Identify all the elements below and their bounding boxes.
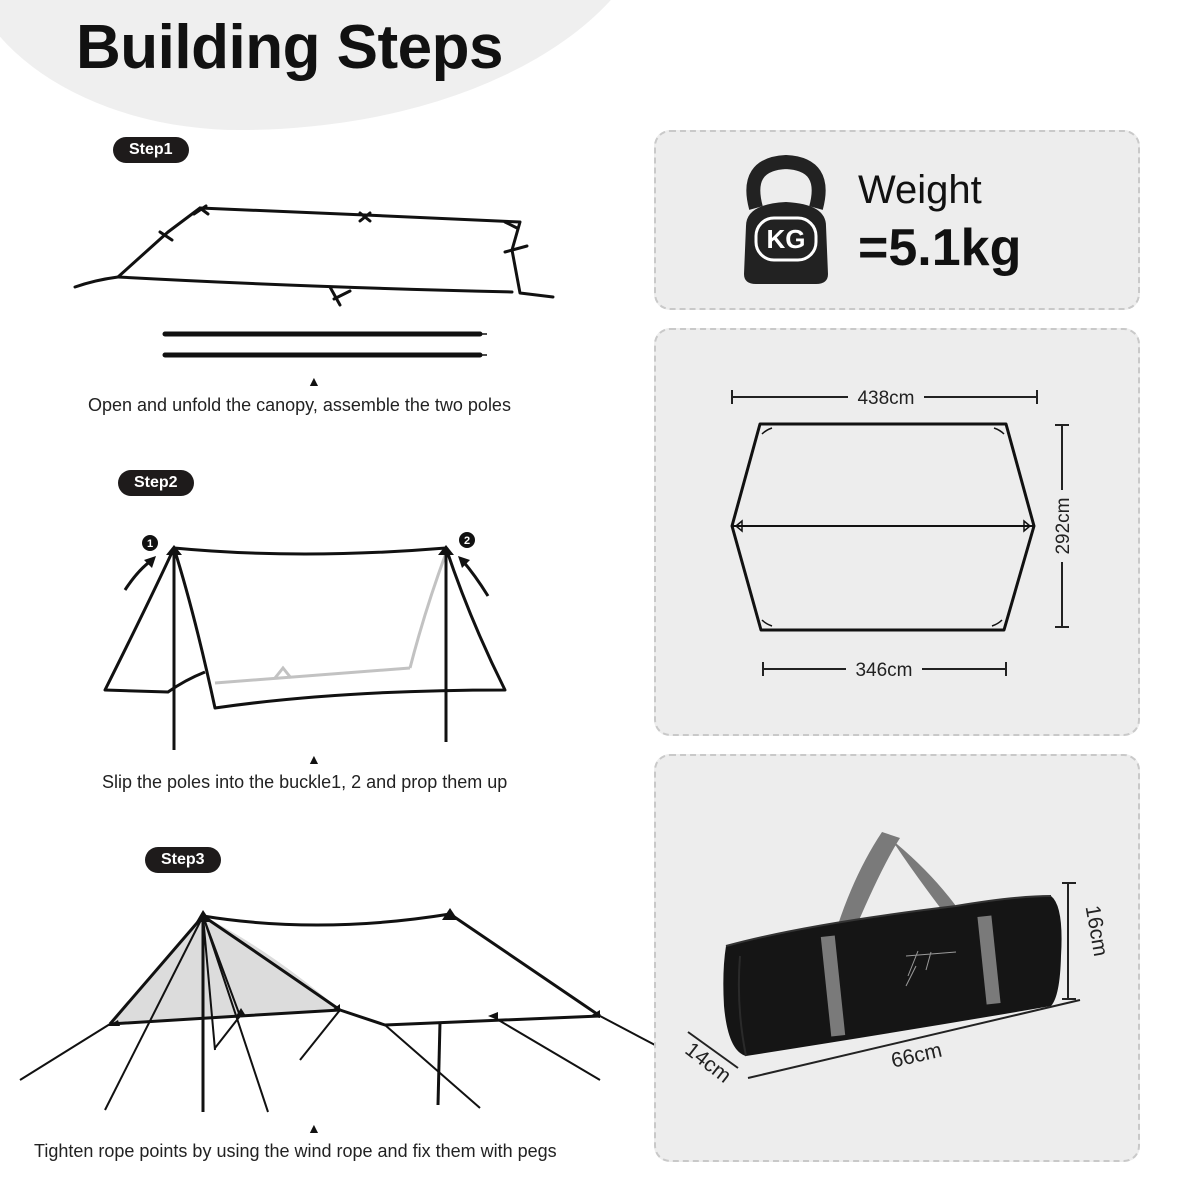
step1-caption: Open and unfold the canopy, assemble the two poles [88, 395, 511, 415]
step2-badge: Step2 [118, 470, 194, 496]
bag-height-label: 16cm [1080, 903, 1113, 959]
dimension-bottom-label: 346cm [855, 660, 913, 681]
step1-badge: Step1 [113, 137, 189, 163]
page-title: Building Steps [76, 13, 503, 82]
step2-pointer-icon: ▲ [307, 751, 321, 767]
step1-pointer-icon: ▲ [307, 373, 321, 389]
step3-badge: Step3 [145, 847, 221, 873]
buckle-2-label: 2 [463, 535, 471, 547]
step2-caption: Slip the poles into the buckle1, 2 and prop them up [102, 772, 508, 792]
carry-bag-illustration [656, 756, 1142, 1164]
weight-panel [654, 130, 1140, 310]
bag-depth-label: 14cm [680, 1038, 736, 1088]
dimension-side-label: 292cm [1053, 497, 1074, 555]
tarp-dimensions-diagram [656, 330, 1142, 738]
step3-pointer-icon: ▲ [307, 1120, 321, 1136]
step3-caption: Tighten rope points by using the wind rope and fix them with pegs [34, 1141, 557, 1161]
kettlebell-icon [736, 156, 836, 286]
dimensions-panel [654, 328, 1140, 736]
weight-value: =5.1kg [858, 219, 1022, 277]
kettlebell-unit-label: KG [766, 224, 806, 254]
weight-label: Weight [858, 168, 982, 212]
buckle-1-label: 1 [146, 538, 154, 550]
bag-length-label: 66cm [888, 1038, 945, 1073]
dimension-top-label: 438cm [857, 388, 915, 409]
bag-panel [654, 754, 1140, 1162]
